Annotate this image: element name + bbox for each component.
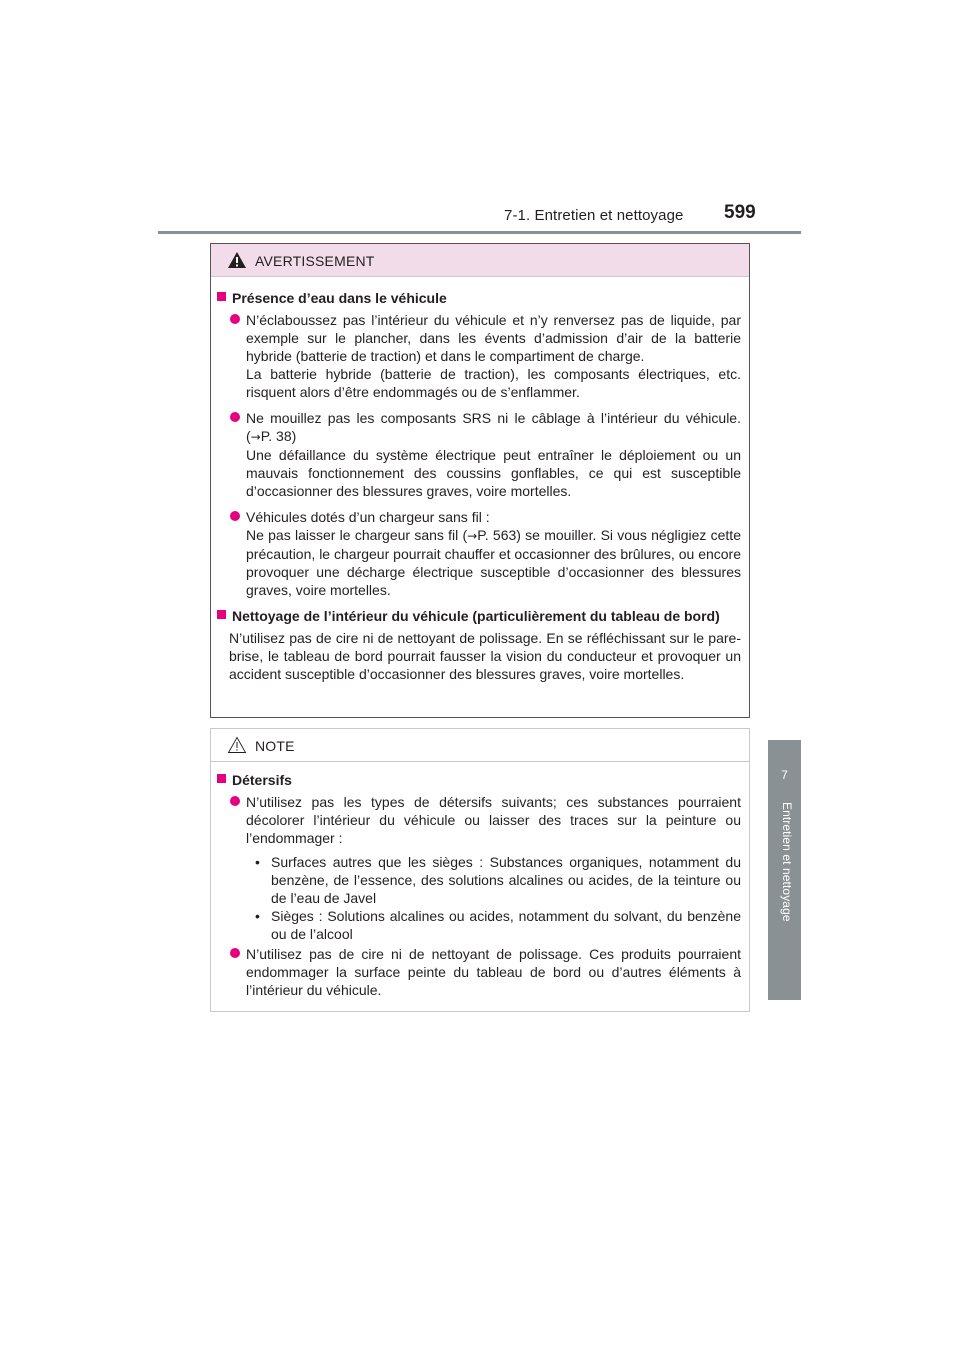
text-fragment: Ne pas laisser le chargeur sans fil ( [246,527,468,543]
paragraph: N’utilisez pas les types de détersifs suivants; ces substances pourraient décolorer l’intérieur du véhicule ou laisser des traces sur la peinture ou l’endommager : [246,794,741,846]
paragraph: La batterie hybride (batterie de traction), les composants électriques, etc. risquent alors d’être endommagés ou de s’enflammer. [246,366,741,400]
sub-bullet-mark: • [255,854,260,870]
paragraph: Véhicules dotés d’un chargeur sans fil : [246,509,490,525]
page-number: 599 [724,202,756,223]
paragraph: Une défaillance du système électrique peut entraîner le déploiement ou un mauvais fonctionnement des coussins gonflables, ce qui est susceptible d’occasionner des blessures graves, voire mortelles. [246,447,741,499]
warning-section-cleaning-title: Nettoyage de l’intérieur du véhicule (particulièrement du tableau de bord) [232,608,720,624]
warning-box [210,243,750,718]
chapter-label: Entretien et nettoyage [780,802,794,922]
section-square-icon [217,774,226,783]
paragraph: N’utilisez pas de cire ni de nettoyant de polissage. Ces produits pourraient endommager la surface peinte du tableau de bord ou d’autres éléments à l’intérieur du véhicule. [246,946,741,998]
paragraph: N’éclaboussez pas l’intérieur du véhicule et n’y renversez pas de liquide, par exemple sur le plancher, dans les évents d’admission d’air de la batterie hybride (batterie de traction) et dans le compartiment de charge. [246,312,741,364]
bullet-dot-icon [230,314,240,324]
warning-section-water [215,289,743,307]
paragraph: Surfaces autres que les sièges : Substances organiques, notamment du benzène, de l’essence, des solutions alcalines ou acides, de la teinture ou de l’eau de Javel [271,854,741,906]
bullet-dot-icon [230,796,240,806]
warning-section-water-title: Présence d’eau dans le véhicule [232,290,447,306]
arrow-right-icon: → [467,529,478,543]
list-item [228,945,741,999]
text-fragment: Ne mouillez pas les composants SRS ni le câblage à l’intérieur du véhicule. ( [246,410,741,444]
header-section-title: 7-1. Entretien et nettoyage [504,207,684,224]
note-header [211,729,749,762]
sub-list-item [247,907,741,943]
bullet-dot-icon [230,948,240,958]
list-item [228,793,741,847]
warning-title: AVERTISSEMENT [255,253,375,269]
header-divider [158,231,801,234]
list-item [228,409,741,500]
warning-content [211,289,749,683]
warning-section-cleaning [215,607,743,625]
section-square-icon [217,292,226,301]
page-reference-link[interactable]: P. 38) [260,428,297,444]
list-item [228,508,741,599]
paragraph-block [229,629,741,683]
note-box [210,728,750,1012]
note-content [211,771,749,1007]
note-title: NOTE [255,738,295,754]
paragraph [246,409,741,446]
bullet-dot-icon [230,412,240,422]
paragraph [246,526,741,599]
warning-triangle-icon [227,251,247,269]
sub-list-item [247,853,741,907]
list-item [228,311,741,401]
arrow-right-icon: → [250,430,261,444]
page-reference-link[interactable]: P. 563) se mouiller. Si vous négligiez cette précaution, le chargeur pourrait chauffer et occasionner des brûlures, ou encore provoquer une décharge électrique susceptible d’occasionner des blessures graves, voire mortelles. [246,527,741,598]
note-section-detergents-title: Détersifs [232,772,292,788]
section-square-icon [217,610,226,619]
paragraph: Sièges : Solutions alcalines ou acides, notamment du solvant, du benzène ou de l’alcool [271,908,741,942]
bullet-dot-icon [230,511,240,521]
chapter-number: 7 [781,768,788,782]
paragraph: N’utilisez pas de cire ni de nettoyant de polissage. En se réfléchissant sur le pare-brise, le tableau de bord pourrait fausser la vision du conducteur et provoquer un accident susceptible d’occasionner des blessures graves, voire mortelles. [229,630,741,682]
caution-triangle-outline-icon [227,736,247,754]
sub-bullet-mark: • [255,908,260,924]
note-section-detergents [215,771,743,789]
warning-header [211,244,749,277]
